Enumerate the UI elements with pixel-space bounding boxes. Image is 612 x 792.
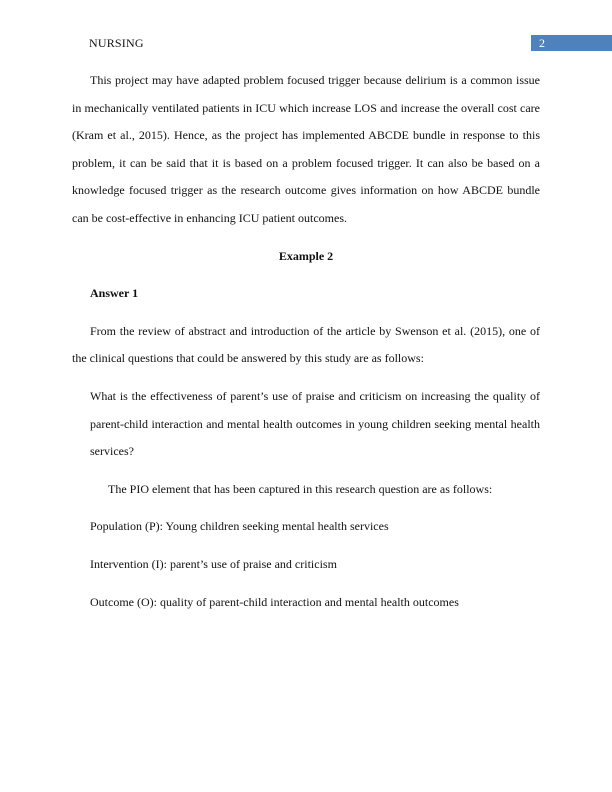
paragraph-clinical-questions: From the review of abstract and introduction of the article by Swenson et al. (2015), one of the clinical questions that could be answered by this study are as follows:	[72, 323, 540, 366]
page-number: 2	[531, 35, 612, 51]
paragraph-problem-trigger: This project may have adapted problem focused trigger because delirium is a common issue in mechanically ventilated patients in ICU which increase LOS and increase the overall cost care (Kram et al., 2015). Hence, as the project has implemented ABCDE bundle in response to this problem, it can be said that it is based on a problem focused trigger. It can also be based on a knowledge focused trigger as the research outcome gives information on how ABCDE bundle can be cost-effective in enhancing ICU patient outcomes.	[72, 73, 540, 225]
pio-intervention: Intervention (I): parent’s use of praise and criticism	[90, 556, 337, 571]
example-heading: Example 2	[278, 248, 334, 263]
pio-population: Population (P): Young children seeking mental health services	[90, 519, 389, 534]
pio-outcome: Outcome (O): quality of parent-child interaction and mental health outcomes	[90, 594, 459, 609]
pio-intro: The PIO element that has been captured in this research question are as follows:	[108, 481, 493, 496]
answer-heading: Answer 1	[90, 286, 139, 301]
document-body	[72, 67, 540, 616]
research-question: What is the effectiveness of parent’s use of praise and criticism on increasing the quality of parent-child interaction and mental health outcomes in young children seeking mental health services?	[90, 388, 540, 459]
running-head: NURSING	[89, 36, 144, 50]
